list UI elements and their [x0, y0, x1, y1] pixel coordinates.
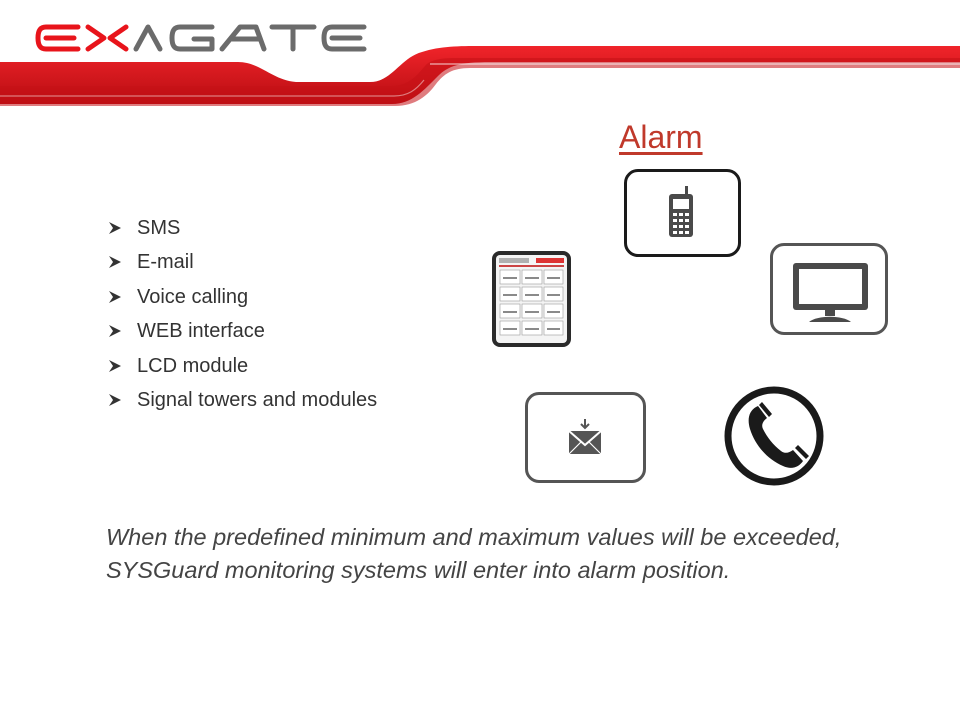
red-swoosh	[0, 0, 960, 115]
list-item	[108, 246, 377, 281]
list-item	[108, 315, 377, 350]
header-banner	[0, 0, 960, 115]
arrow-bullet-icon	[108, 321, 137, 344]
arrow-bullet-icon	[108, 252, 137, 275]
arrow-bullet-icon	[108, 287, 137, 310]
monitor-icon	[770, 243, 888, 335]
arrow-bullet-icon	[108, 390, 137, 413]
list-item-label: SMS	[137, 216, 181, 239]
list-item	[108, 384, 377, 419]
email-inbox-icon	[525, 392, 646, 483]
feature-list	[108, 211, 377, 418]
alarm-description: When the predefined minimum and maximum values will be exceeded, SYSGuard monitoring systems will enter into alarm position.	[106, 524, 842, 583]
list-item-label: LCD module	[137, 354, 249, 377]
list-item-label: Signal towers and modules	[137, 389, 378, 412]
phone-call-icon	[723, 385, 825, 487]
arrow-bullet-icon	[108, 356, 137, 379]
arrow-bullet-icon	[108, 218, 137, 241]
slide-title[interactable]: Alarm	[619, 119, 703, 155]
list-item	[108, 211, 377, 246]
list-item-label: E-mail	[137, 251, 194, 274]
list-item	[108, 280, 377, 315]
mobile-phone-icon	[624, 169, 741, 257]
list-item-label: WEB interface	[137, 320, 265, 343]
list-item-label: Voice calling	[137, 285, 249, 308]
exagate-logo	[34, 22, 390, 54]
list-item	[108, 349, 377, 384]
web-interface-thumbnail	[492, 251, 571, 347]
